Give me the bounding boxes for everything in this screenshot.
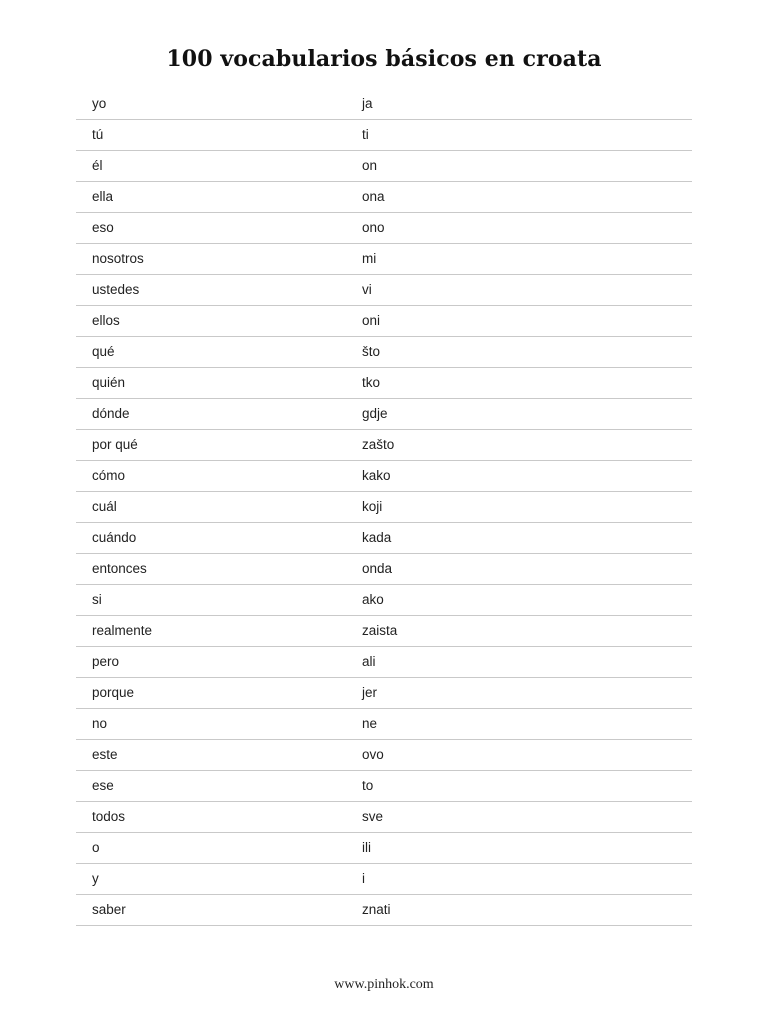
spanish-word: no bbox=[92, 716, 108, 731]
croatian-word: ti bbox=[362, 127, 369, 142]
spanish-word: y bbox=[92, 871, 99, 886]
croatian-word: gdje bbox=[362, 406, 388, 421]
croatian-word: sve bbox=[362, 809, 384, 824]
croatian-word: jer bbox=[362, 685, 378, 700]
croatian-word: zaista bbox=[362, 623, 398, 638]
table-row bbox=[76, 182, 692, 213]
croatian-word: ako bbox=[362, 592, 384, 607]
table-row bbox=[76, 306, 692, 337]
spanish-word: cuándo bbox=[92, 530, 137, 545]
table-row bbox=[76, 709, 692, 740]
spanish-word: saber bbox=[92, 902, 126, 917]
spanish-word: todos bbox=[92, 809, 126, 824]
table-row bbox=[76, 740, 692, 771]
table-row bbox=[76, 213, 692, 244]
spanish-word: ese bbox=[92, 778, 114, 793]
croatian-word: kako bbox=[362, 468, 391, 483]
spanish-word: eso bbox=[92, 220, 114, 235]
table-row bbox=[76, 275, 692, 306]
croatian-word: ne bbox=[362, 716, 378, 731]
croatian-word: onda bbox=[362, 561, 393, 576]
croatian-word: oni bbox=[362, 313, 381, 328]
croatian-word: ona bbox=[362, 189, 385, 204]
table-row bbox=[76, 523, 692, 554]
spanish-word: entonces bbox=[92, 561, 147, 576]
table-row bbox=[76, 89, 692, 120]
croatian-word: i bbox=[362, 871, 365, 886]
page-title: 100 vocabularios básicos en croata bbox=[166, 46, 602, 72]
vocabulary-table bbox=[76, 89, 692, 926]
table-row bbox=[76, 616, 692, 647]
croatian-word: mi bbox=[362, 251, 377, 266]
spanish-word: cuál bbox=[92, 499, 117, 514]
spanish-word: realmente bbox=[92, 623, 153, 638]
spanish-word: qué bbox=[92, 344, 115, 359]
table-row bbox=[76, 399, 692, 430]
table-row bbox=[76, 461, 692, 492]
table-row bbox=[76, 337, 692, 368]
croatian-word: on bbox=[362, 158, 378, 173]
croatian-word: ili bbox=[362, 840, 371, 855]
table-row bbox=[76, 833, 692, 864]
table-row bbox=[76, 120, 692, 151]
croatian-word: koji bbox=[362, 499, 383, 514]
footer-url: www.pinhok.com bbox=[334, 977, 434, 992]
croatian-word: ono bbox=[362, 220, 385, 235]
croatian-word: ali bbox=[362, 654, 376, 669]
croatian-word: kada bbox=[362, 530, 392, 545]
spanish-word: si bbox=[92, 592, 102, 607]
table-row bbox=[76, 585, 692, 616]
spanish-word: ustedes bbox=[92, 282, 140, 297]
spanish-word: pero bbox=[92, 654, 120, 669]
spanish-word: dónde bbox=[92, 406, 130, 421]
table-row bbox=[76, 368, 692, 399]
table-row bbox=[76, 244, 692, 275]
table-row bbox=[76, 430, 692, 461]
spanish-word: quién bbox=[92, 375, 126, 390]
spanish-word: o bbox=[92, 840, 100, 855]
croatian-word: to bbox=[362, 778, 374, 793]
spanish-word: porque bbox=[92, 685, 135, 700]
spanish-word: este bbox=[92, 747, 118, 762]
table-row bbox=[76, 864, 692, 895]
table-row bbox=[76, 895, 692, 926]
table-row bbox=[76, 492, 692, 523]
croatian-word: ja bbox=[362, 96, 373, 111]
table-row bbox=[76, 554, 692, 585]
table-row bbox=[76, 678, 692, 709]
croatian-word: vi bbox=[362, 282, 372, 297]
croatian-word: znati bbox=[362, 902, 391, 917]
table-row bbox=[76, 802, 692, 833]
spanish-word: ella bbox=[92, 189, 114, 204]
table-row bbox=[76, 647, 692, 678]
spanish-word: yo bbox=[92, 96, 107, 111]
spanish-word: tú bbox=[92, 127, 104, 142]
table-row bbox=[76, 151, 692, 182]
croatian-word: tko bbox=[362, 375, 381, 390]
spanish-word: por qué bbox=[92, 437, 138, 452]
croatian-word: što bbox=[362, 344, 381, 359]
table-row bbox=[76, 771, 692, 802]
croatian-word: ovo bbox=[362, 747, 384, 762]
croatian-word: zašto bbox=[362, 437, 395, 452]
spanish-word: él bbox=[92, 158, 103, 173]
spanish-word: cómo bbox=[92, 468, 126, 483]
spanish-word: ellos bbox=[92, 313, 120, 328]
spanish-word: nosotros bbox=[92, 251, 144, 266]
